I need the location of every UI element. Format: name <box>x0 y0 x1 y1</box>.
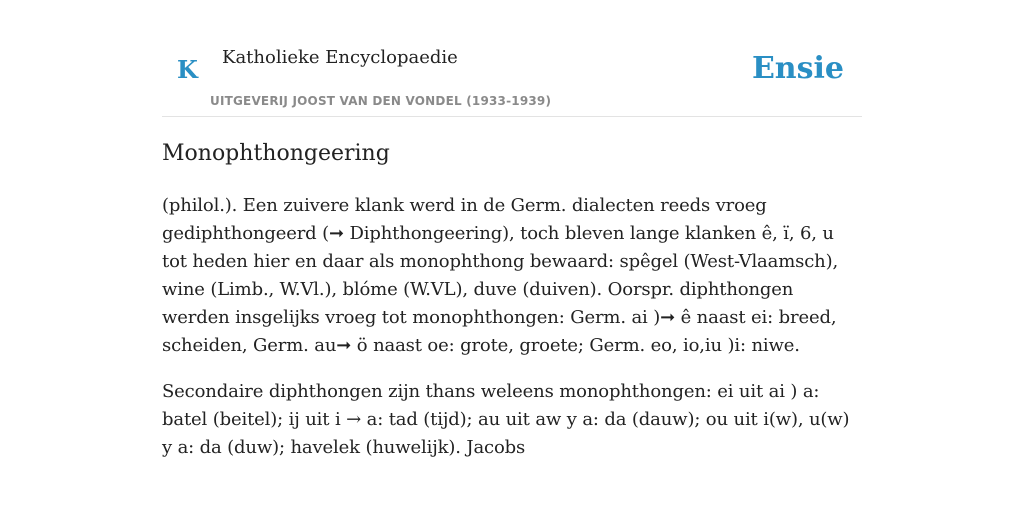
article-paragraph-2: Secondaire diphthongen zijn thans weleens monophthongen: ei uit ai ) a: batel (beitel); ij uit i → a: tad (tijd); au uit aw y a: da (dauw); ou uit i(w), u(w) y a: da (duw); havelek (huwelijk). Jacobs <box>162 381 850 458</box>
article-paragraph-1: (philol.). Een zuivere klank werd in de Germ. dialecten reeds vroeg gediphthongeerd (➞ Diphthongeering), toch bleven lange klanken ê, ï, 6, u tot heden hier en daar als monophthong bewaard: spêgel (West-Vlaamsch), wine (Limb., W.Vl.), blóme (W.VL), duve (duiven). Oorspr. diphthongen werden insgelijks vroeg tot monophthongen: Germ. ai )➞ ê naast ei: breed, scheiden, Germ. au➞ ö naast oe: grote, groete; Germ. eo, io,iu )i: niwe. <box>162 195 839 356</box>
article <box>162 138 862 480</box>
article-title: Monophthongeering <box>162 141 390 166</box>
site-title[interactable]: Katholieke Encyclopaedie <box>222 47 458 68</box>
site-header <box>162 36 862 117</box>
logo-icon[interactable]: K <box>177 55 198 84</box>
site-subtitle: UITGEVERIJ JOOST VAN DEN VONDEL (1933-1939) <box>210 94 552 108</box>
brand-logo[interactable]: Ensie <box>751 51 844 86</box>
